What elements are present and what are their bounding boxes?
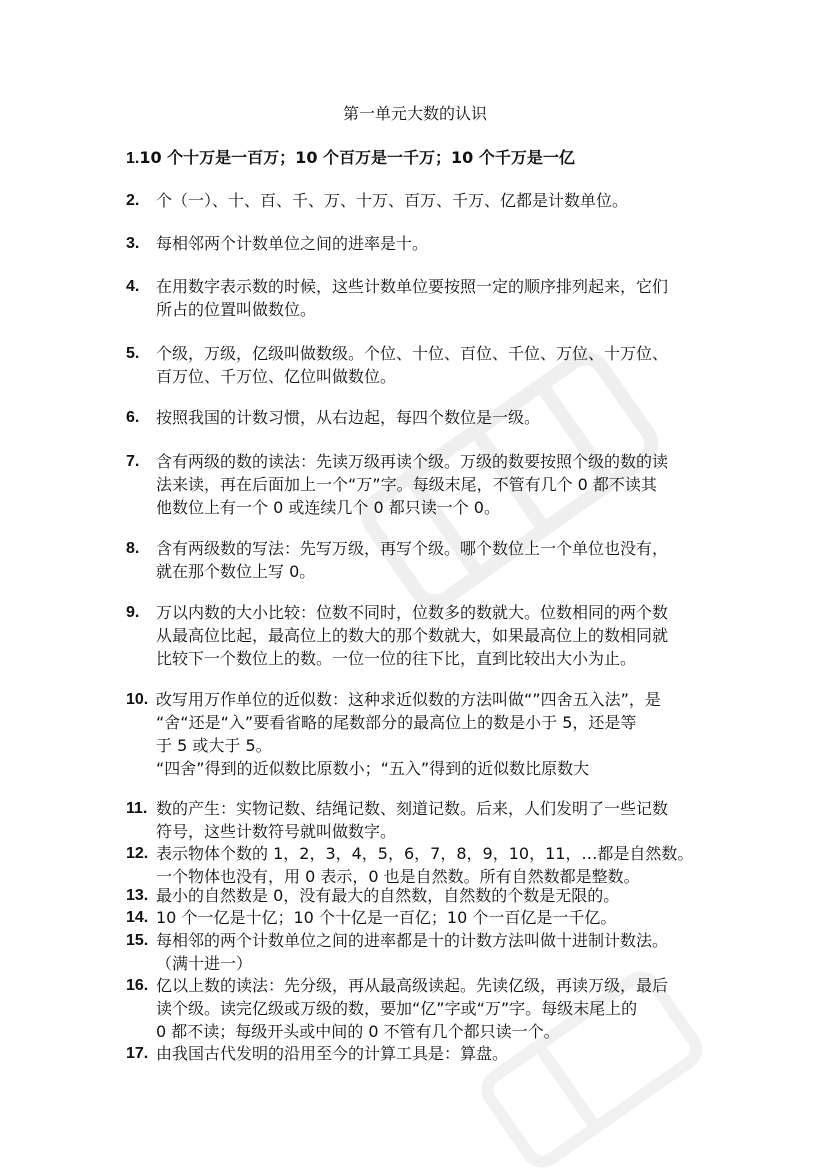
item-text: 比较下一个数位上的数。一位一位的往下比，直到比较出大小为止。: [156, 649, 637, 668]
item-text: 每相邻两个计数单位之间的进率是十。: [156, 234, 429, 253]
item-number: 3.: [126, 235, 140, 252]
item-text: 0 都不读；每级开头或中间的 0 不管有几个都只读一个。: [156, 1022, 560, 1041]
list-item: [126, 537, 716, 583]
list-item: [126, 884, 716, 907]
list-item: [126, 406, 716, 429]
item-text: 百万位、千万位、亿位叫做数位。: [156, 367, 397, 386]
item-text: （满十进一）: [156, 954, 253, 973]
list-item: [126, 450, 716, 519]
list-item: [126, 1042, 716, 1065]
item-text: 个（一）、十、百、千、万、十万、百万、千万、亿都是计数单位。: [156, 191, 629, 210]
list-item: [126, 232, 716, 255]
item-text: 就在那个数位上写 0。: [156, 562, 316, 581]
list-item: [126, 342, 716, 388]
item-text: 在用数字表示数的时候，这些计数单位要按照一定的顺序排列起来，它们: [156, 277, 669, 296]
item-text: “舍“还是“入”要看省略的尾数部分的最高位上的数是小于 5，还是等: [156, 713, 637, 732]
item-text: 他数位上有一个 0 或连续几个 0 都只读一个 0。: [156, 498, 500, 517]
item-number: 10.: [126, 691, 149, 708]
item-number: 13.: [126, 887, 149, 904]
item-text: 于 5 或大于 5。: [156, 736, 272, 755]
item-number: 5.: [126, 345, 140, 362]
item-text: 万以内数的大小比较：位数不同时，位数多的数就大。位数相同的两个数: [156, 603, 669, 622]
item-number: 14.: [126, 909, 149, 926]
item-text: 每相邻的两个计数单位之间的进率都是十的计数方法叫做十进制计数法。: [156, 931, 669, 950]
item-number: 8.: [126, 540, 140, 557]
item-number: 6.: [126, 409, 140, 426]
list-item: [126, 688, 716, 780]
item-text: 数的产生：实物记数、结绳记数、刻道记数。后来，人们发明了一些记数: [156, 799, 669, 818]
item-text: 由我国古代发明的沿用至今的计算工具是：算盘。: [156, 1044, 509, 1063]
item-text: “四舍”得到的近似数比原数小；“五入”得到的近似数比原数大: [156, 759, 590, 778]
item-text: 改写用万作单位的近似数：这种求近似数的方法叫做“”四舍五入法”，是: [156, 690, 661, 709]
item-text: 亿以上数的读法：先分级，再从最高级读起。先读亿级，再读万级，最后: [156, 976, 669, 995]
list-item: [126, 797, 716, 843]
item-text: 读个级。读完亿级或万级的数，要加“亿”字或“万”字。每级末尾上的: [156, 999, 638, 1018]
item-number: 1.: [126, 150, 140, 167]
list-item: [126, 974, 716, 1043]
list-item: [126, 906, 716, 929]
item-text: 个级，万级，亿级叫做数级。个位、十位、百位、千位、万位、十万位、: [156, 344, 669, 363]
item-text: 从最高位比起，最高位上的数大的那个数就大，如果最高位上的数相同就: [156, 626, 669, 645]
list-item: [126, 146, 716, 170]
item-number: 7.: [126, 453, 140, 470]
item-text: 按照我国的计数习惯，从右边起，每四个数位是一级。: [156, 408, 541, 427]
item-text: 10 个一亿是十亿；10 个十亿是一百亿；10 个一百亿是一千亿。: [156, 908, 617, 927]
list-item: [126, 275, 716, 321]
item-number: 11.: [126, 800, 148, 817]
item-number: 4.: [126, 278, 140, 295]
item-text: 符号，这些计数符号就叫做数字。: [156, 822, 397, 841]
list-item: [126, 929, 716, 975]
item-number: 9.: [126, 604, 140, 621]
item-text: 表示物体个数的 1，2，3，4，5，6，7，8，9，10，11，…都是自然数。: [156, 844, 694, 863]
list-item: [126, 189, 716, 212]
item-text: 法来读，再在后面加上一个“万”字。每级末尾，不管有几个 0 都不读其: [156, 475, 657, 494]
item-text: 一个物体也没有，用 0 表示，0 也是自然数。所有自然数都是整数。: [156, 867, 640, 886]
item-number: 15.: [126, 932, 149, 949]
item-text: 最小的自然数是 0，没有最大的自然数，自然数的个数是无限的。: [156, 886, 620, 905]
item-number: 12.: [126, 845, 149, 862]
item-text: 含有两级数的写法：先写万级，再写个级。哪个数位上一个单位也没有，: [156, 539, 669, 558]
page-title: 第一单元大数的认识: [342, 104, 487, 123]
item-number: 2.: [126, 192, 140, 209]
item-text: 10 个十万是一百万；10 个百万是一千万；10 个千万是一亿: [139, 148, 575, 167]
item-number: 16.: [126, 977, 149, 994]
list-item: [126, 842, 716, 888]
item-text: 所占的位置叫做数位。: [156, 300, 317, 319]
item-text: 含有两级的数的读法：先读万级再读个级。万级的数要按照个级的数的读: [156, 452, 669, 471]
item-number: 17.: [126, 1045, 149, 1062]
list-item: [126, 601, 716, 670]
